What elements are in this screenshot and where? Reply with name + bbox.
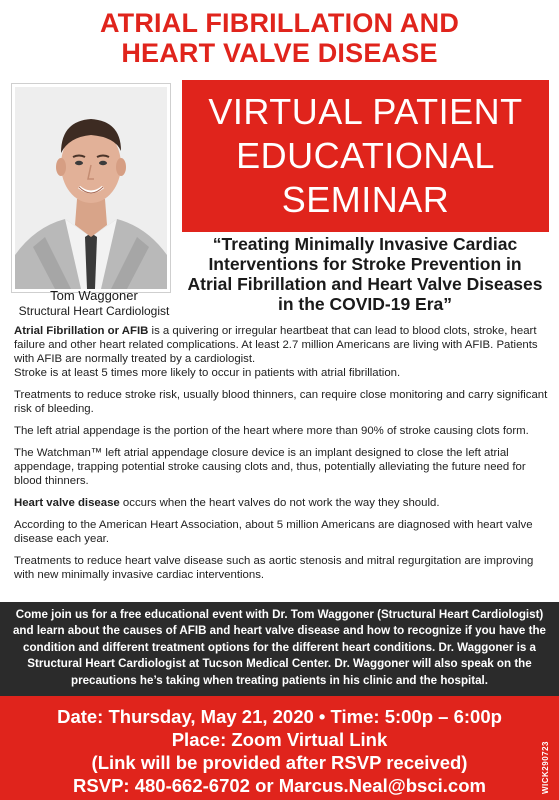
presenter-role: Structural Heart Cardiologist [18,304,170,318]
banner-line-2: EDUCATIONAL [236,135,495,176]
afib-text: is a quivering or irregular heartbeat that can lead to blood clots, stroke, heart failure and other heart related complications. At least 2.7 million Americans are living with AFIB. Patients with AFIB are normally treated by a cardiologist. [14,325,538,365]
valve-disease-text: occurs when the heart valves do not work the way they should. [119,497,440,509]
seminar-banner [182,80,549,232]
presenter-name: Tom Waggoner [50,288,138,303]
quote-line-3: Atrial Fibrillation and Heart Valve Diseases [187,274,543,294]
presenter-portrait-icon [15,87,167,289]
title-line-2: HEART VALVE DISEASE [121,38,438,68]
presenter-caption [10,288,178,319]
event-place: Place: Zoom Virtual Link [171,729,388,750]
aha-paragraph: According to the American Heart Association, about 5 million Americans are diagnosed with heart valve disease each year. [14,519,533,545]
quote-line-2: Interventions for Stroke Prevention in [208,254,522,274]
banner-line-3: SEMINAR [281,179,450,220]
treatment-paragraph: Treatments to reduce stroke risk, usually blood thinners, can require close monitoring and carry significant risk of bleeding. [14,389,548,415]
appendage-paragraph: The left atrial appendage is the portion of the heart where more than 90% of stroke causing clots form. [14,425,529,437]
valve-disease-term: Heart valve disease [14,497,120,509]
event-link-note: (Link will be provided after RSVP received) [91,752,468,773]
banner-line-1: VIRTUAL PATIENT [208,91,523,132]
page-title [0,8,559,68]
presenter-photo [12,84,170,292]
invitation-text: Come join us for a free educational event with Dr. Tom Waggoner (Structural Heart Cardiologist) and learn about the causes of AFIB and heart valve disease and how to recognize if you have the condition and different treatment options for the different heart conditions. Dr. Waggoner is a Structural Heart Cardiologist at Tucson Medical Center. Dr. Waggoner will also speak on the precautions he’s taking when treating patients in his clinic and the hospital. [12,608,546,687]
seminar-topic-quote [176,234,554,314]
quote-line-4: in the COVID-19 Era” [277,294,453,314]
valve-disease-paragraph [14,496,550,510]
afib-stroke-risk: Stroke is at least 5 times more likely to occur in patients with atrial fibrillation. [14,367,401,379]
event-details-panel [0,696,559,800]
afib-term: Atrial Fibrillation or AFIB [14,325,149,337]
document-code: WICK290723 [541,740,550,794]
afib-paragraph [14,324,550,380]
quote-line-1: “Treating Minimally Invasive Cardiac [212,234,518,254]
event-rsvp[interactable]: RSVP: 480-662-6702 or Marcus.Neal@bsci.com [73,775,486,796]
event-date-time: Date: Thursday, May 21, 2020 • Time: 5:00p – 6:00p [57,706,502,727]
title-line-1: ATRIAL FIBRILLATION AND [99,8,460,38]
invitation-panel [0,602,559,696]
watchman-paragraph: The Watchman™ left atrial appendage closure device is an implant designed to close the left atrial appendage, trapping potential stroke causing clots and, thus, potentially alleviating the future need for blood thinners. [14,447,526,487]
body-copy [14,324,550,590]
valve-treatment-paragraph: Treatments to reduce heart valve disease such as aortic stenosis and mitral regurgitation are improving with new minimally invasive cardiac interventions. [14,555,534,581]
